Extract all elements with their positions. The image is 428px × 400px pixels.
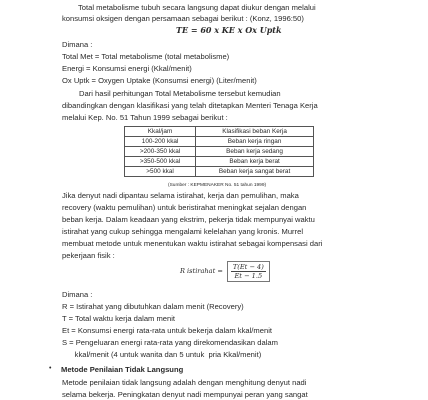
definition-et: Et = Konsumsi energi rata-rata untuk bekerja dalam kkal/menit: [62, 326, 272, 335]
definition-ox-uptk: Ox Uptk = Oxygen Uptake (Konsumsi energi) (Liter/menit): [62, 76, 257, 85]
para-3-line-4: istirahat yang cukup sehingga mengalami kelelahan yang kronis. Murrel: [62, 227, 304, 236]
table-cell: 100-200 kkal: [125, 137, 196, 147]
section-heading: Metode Penilaian Tidak Langsung: [61, 365, 184, 374]
table-header-kkal: Kkal/jam: [125, 127, 196, 137]
formula-numerator: T(Et − 4): [232, 262, 264, 271]
definition-s-line-2: kkal/menit (4 untuk wanita dan 5 untuk pria Kkal/menit): [62, 350, 262, 359]
definition-s-line-1: S = Pengeluaran energi rata-rata yang direkomendasikan dalam: [62, 338, 278, 347]
definition-energi: Energi = Konsumsi energi (Kkal/menit): [62, 64, 192, 73]
table-row: [125, 167, 314, 177]
table-cell: Beban kerja sedang: [196, 147, 314, 157]
para-3-line-6: pekerjaan fisik :: [62, 251, 115, 260]
formula-fraction: [227, 261, 270, 282]
workload-classification-table: [124, 126, 314, 177]
formula-lhs: R istirahat =: [180, 267, 223, 275]
dimana-label-2: Dimana :: [62, 290, 93, 299]
table-cell: >200-350 kkal: [125, 147, 196, 157]
table-cell: >350-500 kkal: [125, 157, 196, 167]
table-row: [125, 147, 314, 157]
definition-t: T = Total waktu kerja dalam menit: [62, 314, 176, 323]
table-cell: Beban kerja berat: [196, 157, 314, 167]
metabolism-formula: TE = 60 x KE x Ox Uptk: [176, 25, 282, 35]
definition-total-met: Total Met = Total metabolisme (total metabolisme): [62, 52, 230, 61]
para-4-line-1: Metode penilaian tidak langsung adalah dengan menghitung denyut nadi: [62, 378, 307, 387]
para-2-line-1: Dari hasil perhitungan Total Metabolisme tersebut kemudian: [79, 89, 281, 98]
para-3-line-5: membuat metode untuk menentukan waktu istirahat sebagai kompensasi dari: [62, 239, 323, 248]
table-cell: >500 kkal: [125, 167, 196, 177]
para-2-line-2: dibandingkan dengan klasifikasi yang telah ditetapkan Menteri Tenaga Kerja: [62, 101, 318, 110]
table-cell: Beban kerja sangat berat: [196, 167, 314, 177]
rest-time-formula: [180, 258, 270, 284]
table-row: [125, 157, 314, 167]
para-2-line-3: melalui Kep. No. 51 Tahun 1999 sebagai berikut :: [62, 113, 228, 122]
table-source-note: (Sumber : KEPMENAKER No. 51 tahun 1999): [168, 183, 267, 188]
table-header-row: [125, 127, 314, 137]
para-3-line-2: recovery (waktu pemulihan) untuk beristirahat meningkat sejalan dengan: [62, 203, 307, 212]
para-4-line-2: selama bekerja. Peningkatan denyut nadi mempunyai peran yang sangat: [62, 390, 308, 399]
table-cell: Beban kerja ringan: [196, 137, 314, 147]
table-row: [125, 137, 314, 147]
formula-denominator: Et − 1.5: [234, 271, 263, 280]
para-1-line-1: Total metabolisme tubuh secara langsung dapat diukur dengan melalui: [78, 3, 316, 12]
definition-r: R = Istirahat yang dibutuhkan dalam menit (Recovery): [62, 302, 244, 311]
para-3-line-3: beban kerja. Dalam keadaan yang ekstrim, pekerja tidak mempunyai waktu: [62, 215, 315, 224]
dimana-label: Dimana :: [62, 40, 93, 49]
para-3-line-1: Jika denyut nadi dipantau selama istirahat, kerja dan pemulihan, maka: [62, 191, 299, 200]
table-header-klasifikasi: Klasifikasi beban Kerja: [196, 127, 314, 137]
para-1-line-2: konsumsi oksigen dengan persamaan sebagai berikut : (Konz, 1996:50): [62, 14, 304, 23]
bullet-icon: •: [49, 365, 52, 372]
